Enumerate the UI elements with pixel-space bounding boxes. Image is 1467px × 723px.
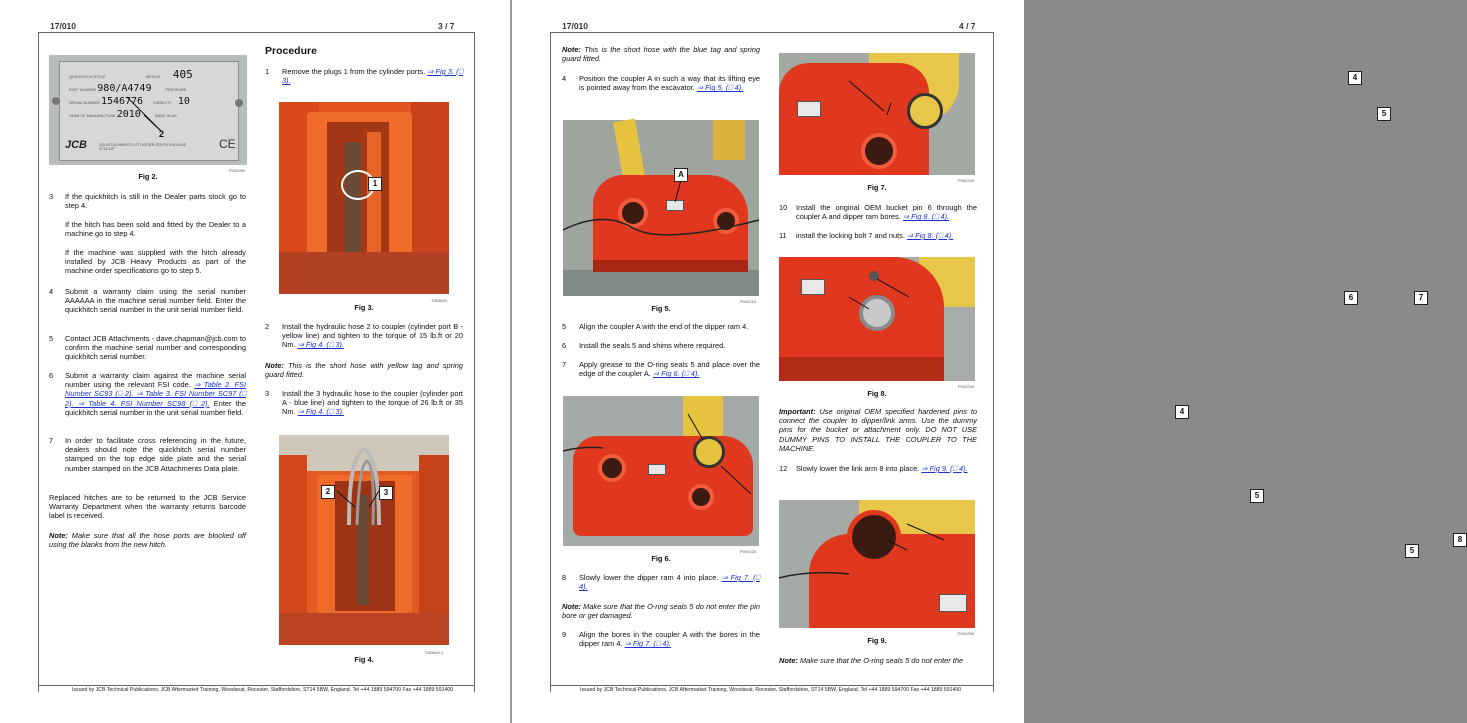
doc-number: 17/010: [562, 21, 588, 31]
fig9-caption: Fig 9.: [867, 636, 887, 645]
step6-text: [65, 371, 246, 417]
s9-body: Align the bores in the coupler A with the bores in the dipper ram 4.: [579, 630, 760, 649]
fig4-callout-3: 3: [379, 486, 393, 500]
footer-rule: [550, 685, 993, 686]
header-rule: [550, 32, 993, 33]
s10-body: Install the original OEM bucket pin 6 through the coupler A and dipper ram bores.: [796, 203, 977, 222]
plate-label: QUICKHITCH STYLE: [69, 75, 106, 79]
fig4-link[interactable]: ⇒ Fig 4. (⎕ 3).: [297, 407, 344, 417]
s12-text: [796, 464, 977, 473]
plate-year: 2010: [116, 109, 141, 120]
s12-body: Slowly lower the link arm 8 into place.: [796, 464, 920, 473]
step-number: 3: [49, 192, 54, 201]
plate-label: SERIAL NUMBER: [69, 101, 100, 105]
fig8-callout-6: 6: [1344, 291, 1358, 305]
step-number: 4: [49, 287, 54, 296]
plate-label: CAPACITY: [153, 101, 172, 105]
s7-body: Apply grease to the O-ring seals 5 and place over the edge of the coupler A.: [579, 360, 760, 379]
footer-rule: [38, 685, 474, 686]
ce-mark-icon: CE: [219, 137, 236, 151]
note-o-ring: [562, 602, 760, 620]
header-rule: [38, 32, 474, 33]
fig5-caption: Fig 5.: [651, 304, 671, 313]
fsi-table-links[interactable]: ⇒ Table 2. FSI Number SC93 (⎕ 2). ⇒ Table 3. FSI Number SC97 (⎕ 2). ⇒ Table 4. FSI Number SC98 (⎕ 2).: [65, 380, 246, 408]
proc1-text: [282, 67, 463, 85]
fig8-link[interactable]: ⇒ Fig 8. (⎕ 4).: [902, 212, 950, 222]
note-text: This is the short hose with the blue tag and spring guard fitted.: [562, 45, 760, 64]
fig6-code: P002220: [740, 549, 757, 554]
note-label: Note:: [779, 656, 798, 665]
fig4-caption: Fig 4.: [354, 655, 374, 664]
fig3-code: T063640: [431, 298, 447, 303]
proc2-body: Install the hydraulic hose 2 to coupler (cylinder port B - yellow line) and tighten to the torque of 15 lb.ft or 20 Nm.: [282, 322, 463, 350]
step6-pre: Submit a warranty claim against the machine serial number using the relevant FSI code.: [65, 371, 246, 390]
fig5-code: P002210: [740, 299, 757, 304]
note-label: Note:: [562, 45, 581, 54]
note-label: Note:: [49, 531, 68, 540]
step-number: 7: [562, 360, 567, 369]
proc3-body: Install the 3 hydraulic hose to the coupler (cylinder port A - blue line) and tighten to the torque of 26 lb.ft or 35 Nm.: [282, 389, 463, 417]
step-number: 5: [562, 322, 567, 331]
fig3-caption: Fig 3.: [354, 303, 374, 312]
important-label: Important:: [779, 407, 816, 416]
note-text: Make sure that all the hose ports are blocked off using the blanks from the new hitch.: [49, 531, 246, 550]
fig9-callout-5: 5: [1405, 544, 1419, 558]
fig4-code: T063640-1: [424, 650, 444, 655]
fig7-link[interactable]: ⇒ Fig 7. (⎕ 4).: [624, 639, 671, 649]
step-number: 5: [49, 334, 54, 343]
step-number: 11: [779, 231, 787, 240]
plate-serial-number: 1546776: [100, 96, 144, 107]
page-number: 4 / 7: [959, 21, 976, 31]
page-3: [0, 0, 512, 723]
fig4-link[interactable]: ⇒ Fig 4. (⎕ 3).: [297, 340, 344, 350]
note-text: This is the short hose with yellow tag and spring guard fitted.: [265, 361, 463, 380]
left-margin-rule: [38, 32, 39, 692]
note-text: Make sure that the O-ring seals 5 do not enter the pin bore or get damaged.: [562, 602, 760, 621]
plate-label: MADE IN UK: [154, 114, 177, 118]
fig7-callout-5: 5: [1377, 107, 1391, 121]
step-number: 8: [562, 573, 567, 582]
s10-text: [796, 203, 977, 221]
footer-text: Issued by JCB Technical Publications, JCB Aftermarket Training, Woodseat, Rocester, Staffordshire, ST14 5BW, England. Tel +44 1889 594700 Fax +44 1889 591400: [580, 687, 962, 693]
note-label: Note:: [562, 602, 581, 611]
step6-post: Enter the quickhitch serial number in the unit serial number field.: [65, 398, 246, 417]
fig9-link[interactable]: ⇒ Fig 9. (⎕ 4).: [921, 464, 968, 473]
step-number: 2: [265, 322, 270, 331]
step3-text-a: If the quickhitch is still in the Dealer parts stock go to step 4.: [65, 192, 246, 211]
fig5-link[interactable]: ⇒ Fig 5. (⎕ 4).: [696, 83, 744, 93]
step7-text: In order to facilitate cross referencing in the future, dealers should note the quickhitch serial number stamped on the top edge side plate and the serial number stamped on the JCB Attachments Data plate.: [65, 436, 246, 473]
s11-text: [796, 231, 977, 240]
step5-text: Contact JCB Attachments - dave.chapman@jcb.com to confirm the machine serial number and corresponding quickhitch serial number.: [65, 334, 246, 362]
fig6-link[interactable]: ⇒ Fig 6. (⎕ 4).: [652, 369, 700, 379]
fig7-code: P002230: [958, 178, 975, 183]
s7-text: [579, 360, 760, 378]
s11-body: install the locking bolt 7 and nuts.: [796, 231, 905, 240]
step-number: 7: [49, 436, 54, 445]
step3-text-b: If the hitch has been sold and fitted by the Dealer to a machine go to step 4.: [65, 220, 246, 239]
fig7-callout-4: 4: [1348, 71, 1362, 85]
fig8-callout-7: 7: [1414, 291, 1428, 305]
note-yellow-hose: [265, 361, 463, 379]
jcb-logo: JCB: [65, 139, 88, 151]
fig4-callout-2: 2: [321, 485, 335, 499]
note-label: Note:: [265, 361, 284, 370]
fig8-link[interactable]: ⇒ Fig 8. (⎕ 4).: [906, 231, 954, 240]
step-number: 12: [779, 464, 788, 473]
note-hose-ports: [49, 531, 246, 549]
fig9-code: P002250: [958, 631, 975, 636]
fig8-code: P002240: [958, 384, 975, 389]
proc3-text: [282, 389, 463, 417]
step-number: 9: [562, 630, 567, 639]
fig3-callout-1: 1: [368, 177, 382, 191]
fig2-data-plate-photo: [49, 55, 247, 165]
fig2-caption: Fig 2.: [138, 172, 158, 181]
fig7-link[interactable]: ⇒ Fig 7. (⎕ 4).: [579, 573, 760, 592]
fig6-callout-5: 5: [1250, 489, 1264, 503]
step-number: 6: [49, 371, 54, 380]
plate-label: PART NUMBER: [69, 88, 97, 92]
plate-capacity: 10: [177, 96, 190, 107]
step4-text: Submit a warranty claim using the serial number AAAAAA in the machine serial number field. Enter the quickhitch serial number in the unit serial number field.: [65, 287, 246, 315]
fig5-callout-a: A: [674, 168, 688, 182]
fig9-callout-8: 8: [1453, 533, 1467, 547]
s8-text: [579, 573, 760, 591]
step-number: 6: [562, 341, 567, 350]
s6-text: Install the seals 5 and shims where required.: [579, 341, 726, 350]
note-o-ring-bottom: [779, 656, 984, 665]
page-number: 3 / 7: [438, 21, 455, 31]
note-blue-hose: [562, 45, 760, 63]
doc-number: 17/010: [50, 21, 76, 31]
plate-weight: 405: [172, 68, 193, 81]
plate-part-number: 980/A4749: [97, 83, 152, 94]
plate-label: PRESSURE: [165, 88, 187, 92]
fig2-code: P002050: [229, 168, 246, 173]
right-margin-rule: [993, 32, 994, 692]
fig6-caption: Fig 6.: [651, 554, 671, 563]
plate-label: WEIGHT: [145, 75, 161, 79]
footer-text: Issued by JCB Technical Publications, JCB Aftermarket Training, Woodseat, Rocester, Staffordshire, ST14 5BW, England. Tel +44 1889 594700 Fax +44 1889 591400: [72, 687, 454, 693]
s4-body: Position the coupler A in such a way that its lifting eye is pointed away from the excavator.: [579, 74, 760, 93]
note-text: Make sure that the O-ring seals 5 do not enter the: [799, 656, 964, 665]
step-number: 4: [562, 74, 567, 83]
proc1-body: Remove the plugs 1 from the cylinder ports.: [282, 67, 426, 76]
step-number: 10: [779, 203, 788, 212]
right-margin-rule: [474, 32, 475, 692]
step-number: 3: [265, 389, 270, 398]
important-pins: [779, 407, 977, 453]
s8-body: Slowly lower the dipper ram 4 into place.: [579, 573, 719, 582]
fig8-caption: Fig 8.: [867, 389, 887, 398]
fig7-caption: Fig 7.: [867, 183, 887, 192]
page-4: [512, 0, 1463, 723]
replaced-hitches-text: Replaced hitches are to be returned to the JCB Service Warranty Department when the warranty returns barcode label is received.: [49, 493, 246, 521]
fig2-callout-2: 2: [159, 129, 165, 139]
important-text: Use original OEM specified hardened pins to connect the coupler to dipper/link arms. Use the dummy pins for the bucket or attachment only. DO NOT USE DUMMY PINS TO INSTALL THE COUPLER TO THE MACHINE.: [779, 407, 977, 453]
fig3-link[interactable]: ⇒ Fig 3. (⎕ 3).: [282, 67, 464, 86]
s4-text: [579, 74, 760, 92]
s9-text: [579, 630, 760, 648]
s5-text: Align the coupler A with the end of the dipper ram 4.: [579, 322, 749, 331]
proc2-text: [282, 322, 463, 350]
step3-text-c: If the machine was supplied with the hitch already installed by JCB Heavy Products as part of the machine order specifications go to step 5.: [65, 248, 246, 276]
left-margin-rule: [550, 32, 551, 692]
procedure-heading: Procedure: [265, 45, 317, 57]
plate-address: JCB ATTACHMENTS UTTOXETER STAFFS ENGLAND ST14 5JP: [99, 143, 187, 151]
plate-label: YEAR OF MANUFACTURE: [69, 114, 116, 118]
fig6-callout-4: 4: [1175, 405, 1189, 419]
step-number: 1: [265, 67, 270, 76]
